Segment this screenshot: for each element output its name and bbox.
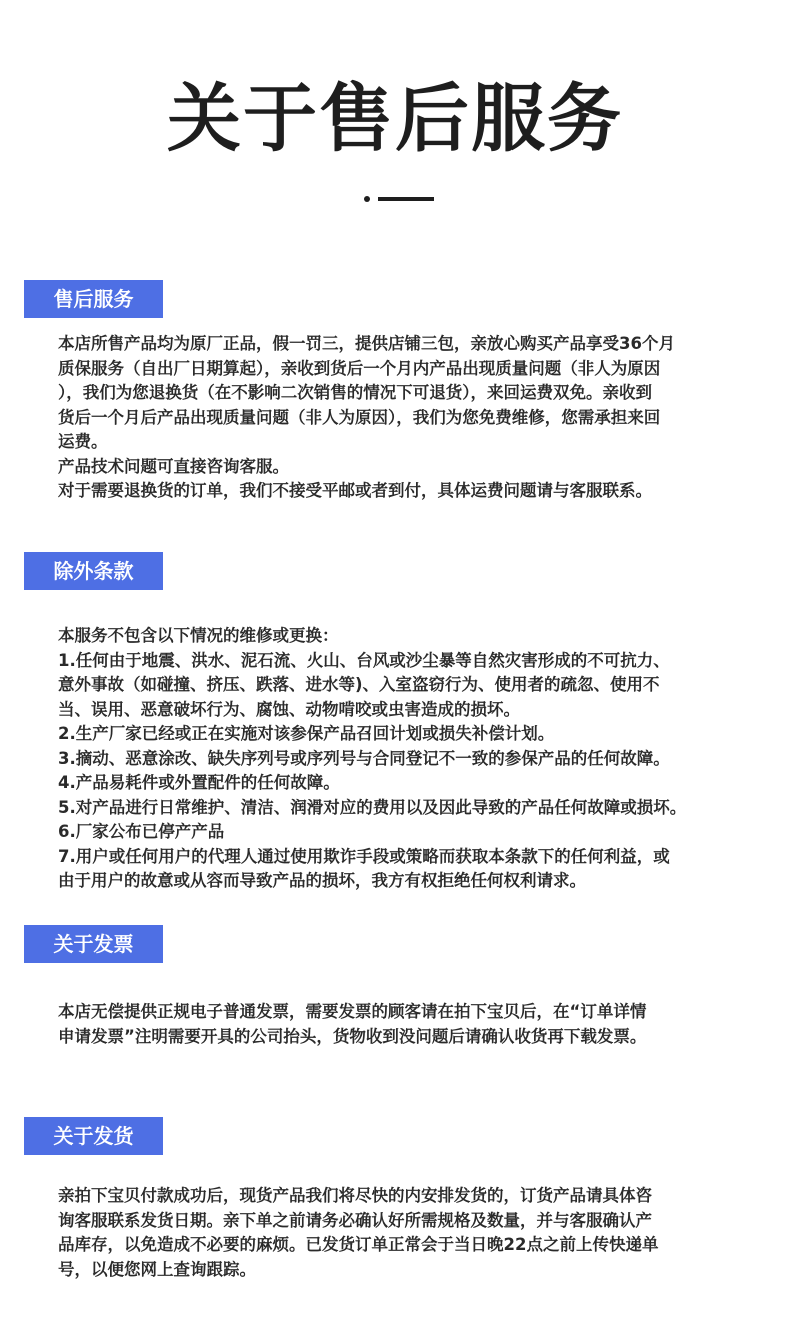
paragraph: 本服务不包含以下情况的维修或更换： — [58, 626, 339, 645]
page-title: 关于售后服务 — [167, 76, 623, 162]
title-divider — [364, 196, 434, 204]
paragraph: 3.摘动、恶意涂改、缺失序列号或序列号与合同登记不一致的参保产品的任何故障。 — [58, 748, 670, 768]
paragraph: 产品技术问题可直接咨询客服。 — [58, 456, 289, 476]
paragraph: 4.产品易耗件或外置配件的任何故障。 — [58, 773, 340, 792]
paragraph: 2.生产厂家已经或正在实施对该参保产品召回计划或损失补偿计划。 — [58, 724, 555, 743]
paragraph: 本店无偿提供正规电子普通发票，需要发票的顾客请在拍下宝贝后，在“订单详情 申请发票”注明需要开具的公司抬头，货物收到没问题后请确认收货再下载发票。 — [58, 1002, 647, 1046]
paragraph: 本店所售产品均为原厂正品，假一罚三，提供店铺三包，亲放心购买产品享受36个月 质保服务（自出厂日期算起），亲收到货后一个月内产品出现质量问题（非人为原因 ），我们为您退换货（在不影响二次销售的情况下可退货），来回运费双免。亲收到 货后一个月后产品出现质量问题（非人为原因），我们为您免费维修，您需承担来回 运费。 — [58, 334, 675, 451]
paragraph: 7.用户或任何用户的代理人通过使用欺诈手段或策略而获取本条款下的任何利益，或 由于用户的故意或从容而导致产品的损坏，我方有权拒绝任何权利请求。 — [58, 846, 670, 890]
paragraph: 对于需要退换货的订单，我们不接受平邮或者到付，具体运费问题请与客服联系。 — [58, 481, 652, 500]
section-body-after-sales — [58, 332, 748, 504]
section-body-invoice — [58, 1000, 748, 1049]
section-tag-shipping: 关于发货 — [24, 1117, 163, 1155]
paragraph: 5.对产品进行日常维护、清洁、润滑对应的费用以及因此导致的产品任何故障或损坏。 — [58, 797, 687, 817]
section-body-exclusions — [58, 624, 748, 894]
paragraph: 亲拍下宝贝付款成功后，现货产品我们将尽快的内安排发货的，订货产品请具体咨 询客服联系发货日期。亲下单之前请务必确认好所需规格及数量，并与客服确认产 品库存，以免造成不必要的麻烦。已发货订单正常会于当日晚22点之前上传快递单 号，以便您网上查询跟踪。 — [58, 1186, 659, 1279]
divider-dot — [364, 196, 370, 202]
section-tag-exclusions: 除外条款 — [24, 552, 163, 590]
paragraph: 6.厂家公布已停产产品 — [58, 822, 225, 841]
divider-bar — [378, 197, 434, 201]
section-tag-invoice: 关于发票 — [24, 925, 163, 963]
paragraph: 1.任何由于地震、洪水、泥石流、火山、台风或沙尘暴等自然灾害形成的不可抗力、 意外事故（如碰撞、挤压、跌落、进水等)、入室盗窃行为、使用者的疏忽、使用不 当、误用、恶意破坏行为、腐蚀、动物啃咬或虫害造成的损坏。 — [58, 650, 670, 719]
section-tag-after-sales: 售后服务 — [24, 280, 163, 318]
section-body-shipping — [58, 1184, 748, 1282]
